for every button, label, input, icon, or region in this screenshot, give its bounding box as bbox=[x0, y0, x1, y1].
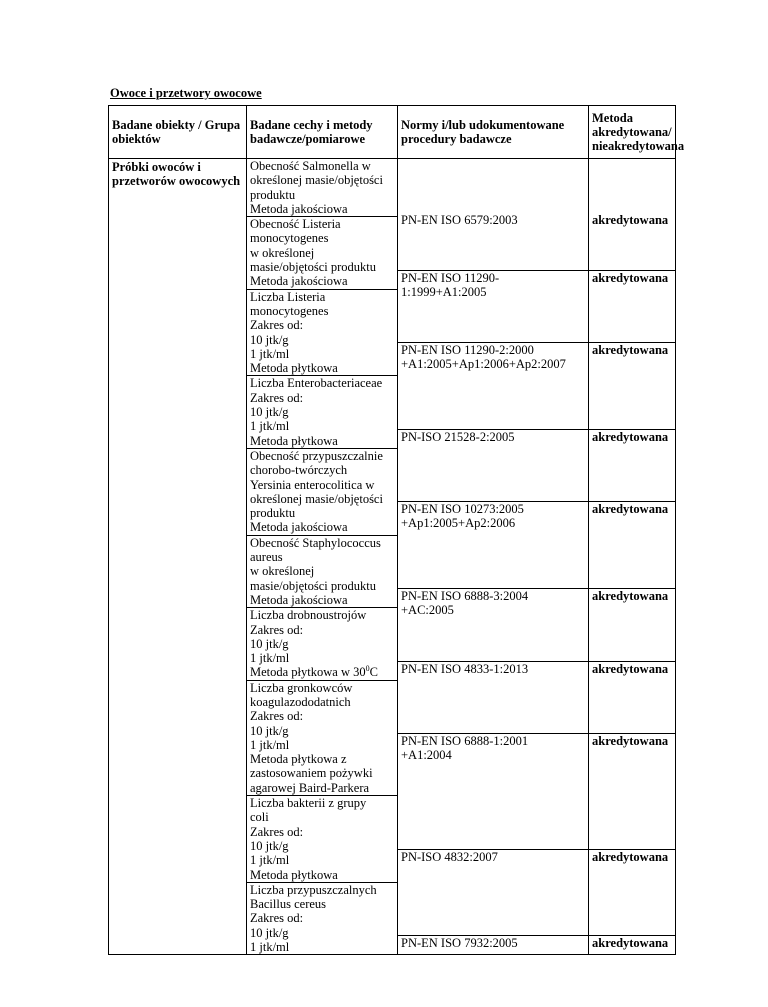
test-feature-text: Obecność Listeria monocytogenes w określonej masie/objętości produktu Metoda jakościowa bbox=[250, 217, 377, 289]
test-feature-text: Liczba Enterobacteriaceae Zakres od: 10 jtk/g 1 jtk/ml Metoda płytkowa bbox=[250, 376, 383, 448]
column-header-norms: Normy i/lub udokumentowane procedury badawcze bbox=[398, 106, 589, 159]
column-header-features: Badane cechy i metody badawcze/pomiarowe bbox=[247, 106, 398, 159]
accreditation-status: akredytowana bbox=[589, 342, 675, 429]
test-feature-block bbox=[247, 680, 397, 795]
column-header-accreditation: Metoda akredytowana/ nieakredytowana bbox=[589, 106, 676, 159]
accreditation-status: akredytowana bbox=[589, 849, 675, 936]
test-feature-text: Liczba drobnoustrojów Zakres od: 10 jtk/g 1 jtk/ml Metoda płytkowa w $30^0C$ bbox=[250, 608, 378, 680]
accreditation-table bbox=[108, 105, 685, 955]
table-row bbox=[109, 159, 676, 955]
test-feature-block bbox=[247, 375, 397, 447]
section-heading: Owoce i przetwory owocowe bbox=[110, 86, 262, 100]
column-header-objects: Badane obiekty / Grupa obiektów bbox=[109, 106, 247, 159]
test-norm: PN-EN ISO 4833-1:2013 bbox=[398, 661, 588, 733]
test-feature-block bbox=[247, 535, 397, 607]
accreditation-status: akredytowana bbox=[592, 213, 669, 227]
accreditation-status: akredytowana bbox=[589, 270, 675, 342]
superscript-degree: 0 bbox=[365, 664, 370, 674]
object-group-cell: Próbki owoców i przetworów owocowych bbox=[109, 159, 247, 955]
test-feature-block bbox=[247, 795, 397, 882]
test-feature-block bbox=[247, 289, 397, 376]
test-norm: PN-EN ISO 10273:2005 +Ap1:2005+Ap2:2006 bbox=[398, 501, 588, 588]
table-header-row bbox=[109, 106, 676, 159]
test-feature-block bbox=[247, 882, 397, 954]
accreditation-status: akredytowana bbox=[589, 501, 675, 588]
norms-column bbox=[398, 159, 589, 955]
test-feature-text: Obecność Staphylococcus aureus w określonej masie/objętości produktu Metoda jakościowa bbox=[250, 535, 381, 607]
accreditation-status: akredytowana bbox=[589, 935, 675, 1007]
test-norm: PN-EN ISO 6888-3:2004 +AC:2005 bbox=[398, 588, 588, 660]
features-column bbox=[247, 159, 398, 955]
test-feature-block bbox=[247, 159, 397, 216]
test-feature-text: Liczba gronkowców koagulazododatnich Zakres od: 10 jtk/g 1 jtk/ml Metoda płytkowa z zastosowaniem pożywki agarowej Baird-Parkera bbox=[250, 680, 373, 795]
test-norm: PN-EN ISO 11290- 1:1999+A1:2005 bbox=[398, 270, 588, 342]
accreditation-status: akredytowana bbox=[589, 733, 675, 848]
test-norm: PN-ISO 4832:2007 bbox=[398, 849, 588, 936]
test-feature-text: Obecność Salmonella w określonej masie/objętości produktu Metoda jakościowa bbox=[250, 159, 383, 216]
test-feature-block bbox=[247, 448, 397, 535]
accreditation-column bbox=[589, 159, 676, 955]
test-norm: PN-EN ISO 11290-2:2000 +A1:2005+Ap1:2006+Ap2:2007 bbox=[398, 342, 588, 429]
test-feature-text: Liczba przypuszczalnych Bacillus cereus Zakres od: 10 jtk/g 1 jtk/ml bbox=[250, 882, 377, 955]
test-feature-text: Liczba bakterii z grupy coli Zakres od: 10 jtk/g 1 jtk/ml Metoda płytkowa bbox=[250, 796, 367, 882]
test-feature-block bbox=[247, 607, 397, 679]
test-norm: PN-EN ISO 6888-1:2001 +A1:2004 bbox=[398, 733, 588, 848]
test-norm: PN-EN ISO 6579:2003 bbox=[401, 213, 518, 227]
test-feature-block bbox=[247, 216, 397, 288]
test-norm: PN-EN ISO 7932:2005 bbox=[398, 935, 588, 1007]
accreditation-status: akredytowana bbox=[589, 588, 675, 660]
test-feature-text: Liczba Listeria monocytogenes Zakres od: 10 jtk/g 1 jtk/ml Metoda płytkowa bbox=[250, 289, 338, 376]
test-feature-text: Obecność przypuszczalnie chorobo-twórczych Yersinia enterocolitica w określonej masie/objętości produktu Metoda jakościowa bbox=[250, 448, 383, 535]
test-norm: PN-ISO 21528-2:2005 bbox=[398, 429, 588, 501]
accreditation-status: akredytowana bbox=[589, 429, 675, 501]
accreditation-status: akredytowana bbox=[589, 661, 675, 733]
